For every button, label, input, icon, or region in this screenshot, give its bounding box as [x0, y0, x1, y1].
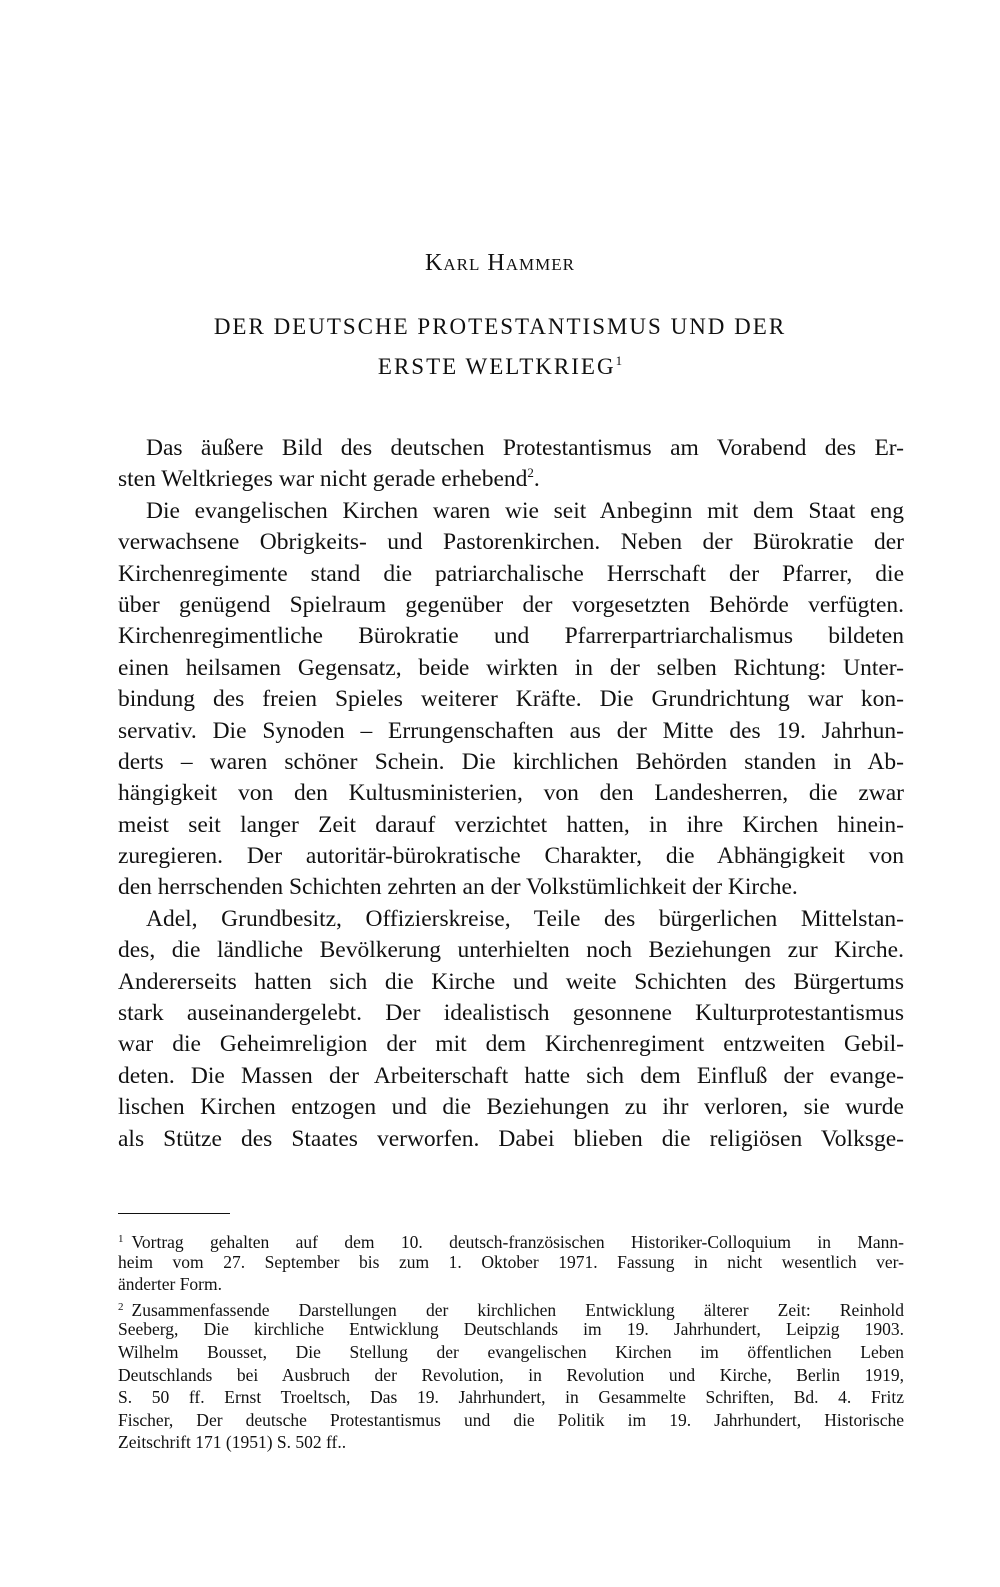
body-line: den herrschenden Schichten zehrten an der Volkstümlichkeit der Kirche. — [118, 874, 798, 901]
body-line: Andererseits hatten sich die Kirche und weite Schichten des Bürgertums — [118, 968, 904, 995]
body-line: Das äußere Bild des deutschen Protestantismus am Vorabend des Er- — [146, 435, 904, 461]
footnote-divider — [118, 1213, 230, 1214]
body-line: servativ. Die Synoden – Errungenschaften aus der Mitte des 19. Jahrhun- — [118, 717, 904, 744]
title-footnote-ref: 1 — [615, 353, 623, 368]
footnote-2-line: Seeberg, Die kirchliche Entwicklung Deutschlands im 19. Jahrhundert, Leipzig 1903. — [118, 1319, 904, 1340]
body-line: Die evangelischen Kirchen waren wie seit Anbeginn mit dem Staat eng — [146, 497, 904, 524]
body-line: über genügend Spielraum gegenüber der vorgesetzten Behörde verfügten. — [118, 591, 904, 618]
body-line: meist seit langer Zeit darauf verzichtet hatten, in ihre Kirchen hinein- — [118, 811, 904, 838]
title-line-2 — [0, 344, 1000, 384]
body-text — [118, 433, 904, 1155]
footnote-ref: 2 — [527, 465, 534, 481]
footnote-2-line: Deutschlands bei Ausbruch der Revolution, in Revolution und Kirche, Berlin 1919, — [118, 1364, 904, 1385]
footnote-2-line: S. 50 ff. Ernst Troeltsch, Das 19. Jahrhundert, in Gesammelte Schriften, Bd. 4. Fritz — [118, 1387, 904, 1408]
title-line-2-text: ERSTE WELTKRIEG — [377, 354, 616, 379]
footnote-2-line: Zeitschrift 171 (1951) S. 502 ff.. — [118, 1432, 347, 1453]
article-title — [0, 310, 1000, 384]
body-line: war die Geheimreligion der mit dem Kirchenregiment entzweiten Gebil- — [118, 1031, 904, 1058]
body-line: einen heilsamen Gegensatz, beide wirkten in der selben Richtung: Unter- — [118, 654, 904, 681]
title-line-1: DER DEUTSCHE PROTESTANTISMUS UND DER — [213, 314, 787, 339]
footnote-2-line: Wilhelm Bousset, Die Stellung der evangelischen Kirchen im öffentlichen Leben — [118, 1341, 904, 1362]
footnote-2-line: Fischer, Der deutsche Protestantismus und die Politik im 19. Jahrhundert, Historische — [118, 1409, 904, 1430]
body-line: bindung des freien Spieles weiterer Kräfte. Die Grundrichtung war kon- — [118, 686, 904, 713]
body-line-suffix: . — [533, 466, 540, 493]
body-line: deten. Die Massen der Arbeiterschaft hatte sich dem Einfluß der evange- — [118, 1062, 904, 1089]
body-line: derts – waren schöner Schein. Die kirchlichen Behörden standen in Ab- — [118, 748, 904, 775]
body-line — [118, 464, 904, 495]
body-line: hängigkeit von den Kultusministerien, von den Landesherren, die zwar — [118, 780, 904, 807]
body-line: verwachsene Obrigkeits- und Pastorenkirchen. Neben der Bürokratie der — [118, 529, 904, 556]
footnote-1-line: änderter Form. — [118, 1274, 222, 1295]
footnote-1-text: Vortrag gehalten auf dem 10. deutsch-französischen Historiker-Colloquium in Mann- — [131, 1232, 904, 1252]
body-line: Kirchenregimentliche Bürokratie und Pfarrerpartriarchalismus bildeten — [118, 623, 904, 650]
footnote-1-line: heim vom 27. September bis zum 1. Oktober 1971. Fassung in nicht wesentlich ver- — [118, 1251, 904, 1272]
footnote-2-text: Zusammenfassende Darstellungen der kirchlichen Entwicklung älterer Zeit: Reinhold — [131, 1299, 904, 1320]
body-line: des, die ländliche Bevölkerung unterhielten noch Beziehungen zur Kirche. — [118, 937, 904, 964]
author-name: Karl Hammer — [425, 250, 575, 276]
footnote-2-number: 2 — [118, 1300, 124, 1313]
body-line: zuregieren. Der autoritär-bürokratische Charakter, die Abhängigkeit von — [118, 843, 904, 870]
footnote-2-line — [118, 1296, 904, 1319]
body-line: Kirchenregimente stand die patriarchalische Herrschaft der Pfarrer, die — [118, 560, 904, 587]
body-line: Adel, Grundbesitz, Offizierskreise, Teile des bürgerlichen Mittelstan- — [146, 905, 904, 932]
body-line: lischen Kirchen entzogen und die Beziehungen zu ihr verloren, sie wurde — [118, 1094, 904, 1121]
footnote-1-number: 1 — [118, 1233, 124, 1245]
footnotes — [118, 1228, 904, 1454]
body-line-text: sten Weltkrieges war nicht gerade erhebend — [118, 466, 528, 493]
body-line: als Stütze des Staates verworfen. Dabei blieben die religiösen Volksge- — [118, 1125, 904, 1152]
footnote-1-line — [118, 1228, 904, 1251]
body-line: stark auseinandergelebt. Der idealistisch gesonnene Kulturprotestantismus — [118, 1000, 904, 1027]
